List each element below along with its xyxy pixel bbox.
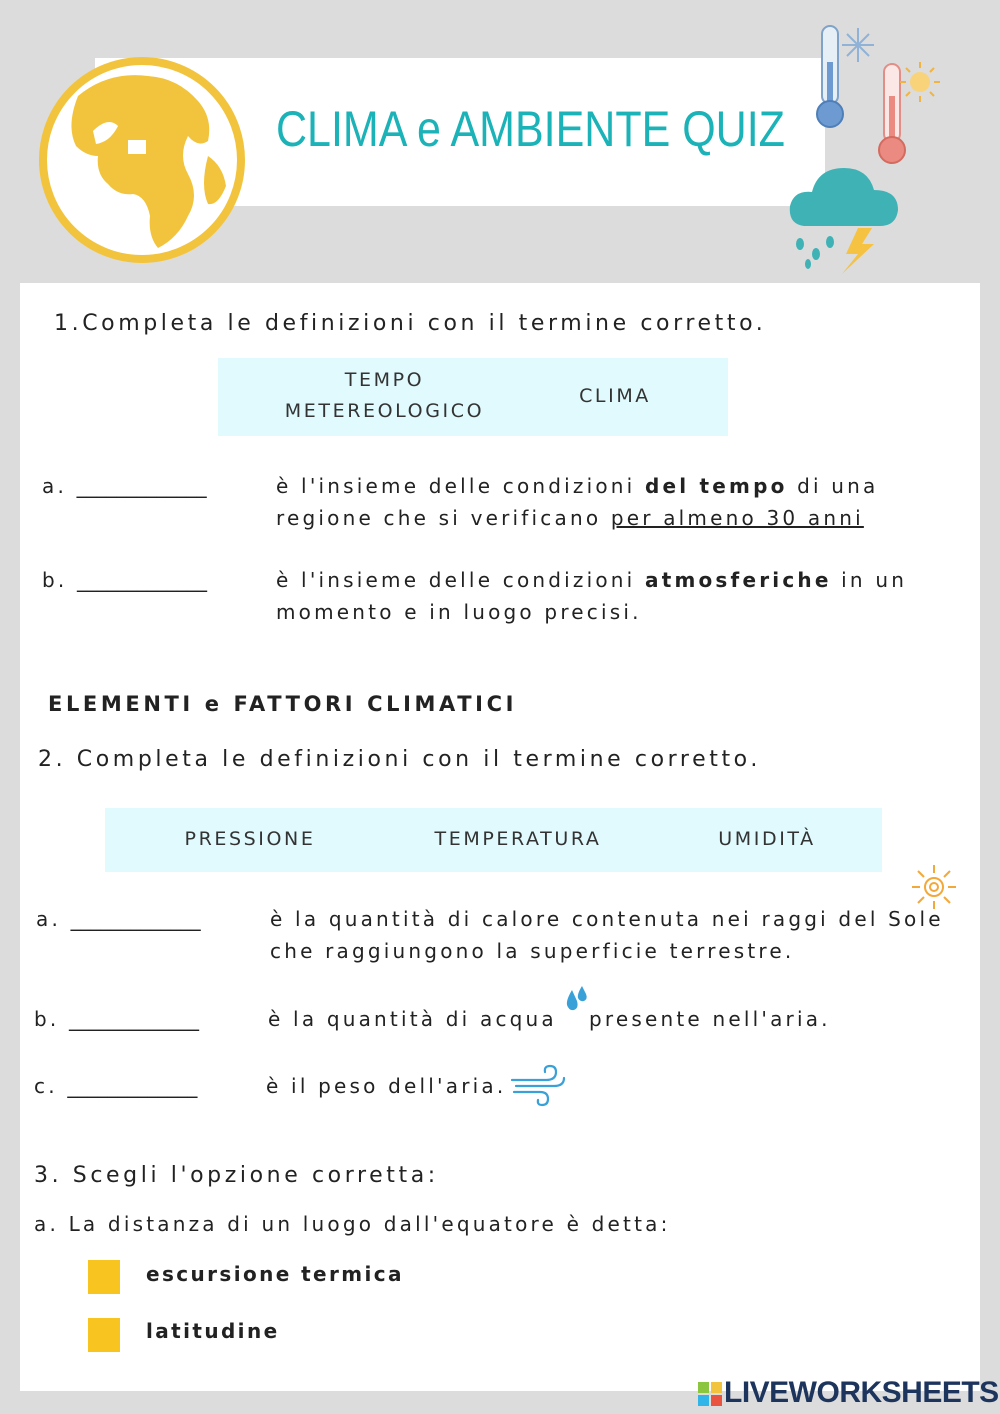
answer-blank[interactable]: _____________ — [77, 568, 208, 592]
section3-instruction: 3. Scegli l'opzione corretta: — [34, 1163, 439, 1188]
answer-blank[interactable]: _____________ — [69, 1007, 200, 1031]
option-label-escursione[interactable]: escursione termica — [146, 1262, 404, 1286]
hot-thermometer-icon — [872, 56, 944, 168]
water-drop-icon — [563, 984, 591, 1016]
word-bank-clima[interactable]: CLIMA — [579, 385, 651, 407]
section2-item-a-text: è la quantità di calore contenuta nei raggi del Sole che raggiungono la superficie terrestre. — [270, 907, 944, 963]
section2-item-b: b. _____________ — [34, 1003, 199, 1035]
section1-item-b: b. _____________ — [42, 564, 207, 596]
wind-icon — [510, 1062, 566, 1108]
word-bank-temperatura[interactable]: TEMPERATURA — [434, 828, 602, 850]
section2-item-c: c. _____________ — [34, 1070, 197, 1102]
section2-item-c-text: è il peso dell'aria. — [266, 1074, 507, 1098]
word-bank-tempo[interactable]: TEMPO METEREOLOGICO — [284, 369, 485, 422]
option-label-latitudine[interactable]: latitudine — [146, 1319, 280, 1343]
section1-item-a: a. _____________ — [42, 470, 207, 502]
section-heading: ELEMENTI e FATTORI CLIMATICI — [48, 692, 518, 716]
page-title: CLIMA e AMBIENTE QUIZ — [276, 101, 785, 157]
section3-question: a. La distanza di un luogo dall'equatore è detta: — [34, 1212, 671, 1236]
option-checkbox-latitudine[interactable] — [88, 1318, 120, 1352]
answer-blank[interactable]: _____________ — [76, 474, 207, 498]
liveworksheets-logo-icon — [698, 1382, 722, 1406]
section2-item-b-text-2: presente nell'aria. — [589, 1007, 831, 1031]
storm-cloud-icon — [786, 156, 904, 276]
word-bank-umidita[interactable]: UMIDITÀ — [718, 828, 816, 850]
section1-item-b-text: è l'insieme delle condizioni atmosferiche in un momento e in luogo precisi. — [276, 568, 908, 624]
section2-item-b-text-1: è la quantità di acqua — [268, 1007, 557, 1031]
section1-item-a-text: è l'insieme delle condizioni del tempo di una regione che si verificano per almeno 30 anni — [276, 474, 879, 530]
answer-blank[interactable]: _____________ — [67, 1074, 198, 1098]
option-checkbox-escursione[interactable] — [88, 1260, 120, 1294]
word-bank-pressione[interactable]: PRESSIONE — [184, 828, 316, 850]
section1-instruction: 1.Completa le definizioni con il termine corretto. — [54, 311, 767, 336]
footer-brand[interactable]: LIVEWORKSHEETS — [724, 1376, 999, 1409]
answer-blank[interactable]: _____________ — [70, 907, 201, 931]
section2-item-a: a. _____________ — [36, 903, 201, 935]
section2-instruction: 2. Completa le definizioni con il termine corretto. — [38, 747, 761, 772]
globe-icon — [38, 56, 246, 264]
cold-thermometer-icon — [808, 22, 880, 132]
